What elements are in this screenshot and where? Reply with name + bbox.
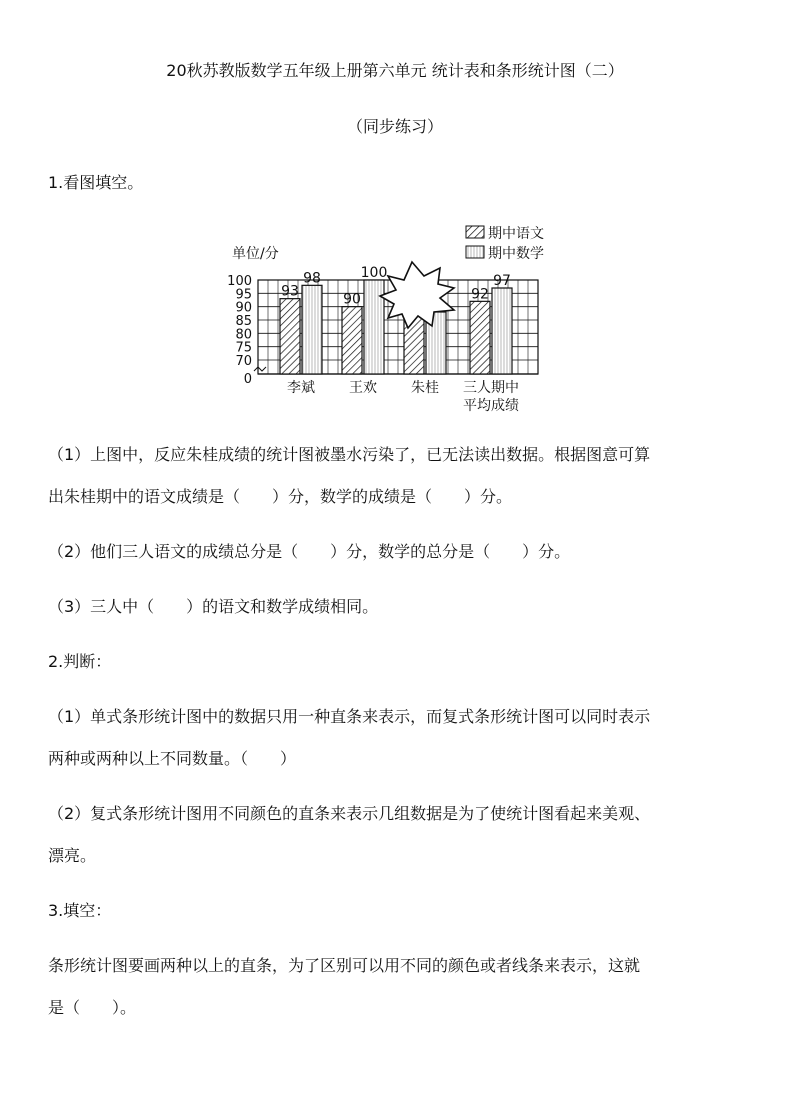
- legend-label: 期中数学: [488, 246, 544, 262]
- bar-value-label: 90: [343, 291, 361, 308]
- bar: [280, 299, 300, 374]
- q2-part1-line1: （1）单式条形统计图中的数据只用一种直条来表示，而复式条形统计图可以同时表示: [48, 707, 651, 726]
- bar: [342, 307, 362, 374]
- bar: [492, 288, 512, 374]
- bar-value-label: 93: [281, 283, 299, 300]
- category-label: 三人期中: [463, 380, 519, 396]
- y-tick-label: 70: [235, 354, 252, 369]
- q1-part1-line2: 出朱桂期中的语文成绩是（ ）分，数学的成绩是（ ）分。: [48, 487, 513, 506]
- bar-value-label: 92: [471, 286, 489, 303]
- category-label: 王欢: [349, 380, 377, 396]
- y-tick-label: 75: [235, 340, 252, 356]
- category-label: 平均成绩: [463, 398, 519, 414]
- q1-part1-line1: （1）上图中，反应朱桂成绩的统计图被墨水污染了，已无法读出数据。根据图意可算: [48, 445, 651, 464]
- q3-heading: 3.填空：: [48, 901, 112, 920]
- y-tick-label: 85: [235, 314, 252, 329]
- y-tick-label: 95: [235, 287, 252, 303]
- y-tick-label: 80: [235, 327, 252, 343]
- page-title: 20秋苏教版数学五年级上册第六单元 统计表和条形统计图（二）: [166, 61, 624, 80]
- q2-part2-line2: 漂亮。: [48, 846, 97, 865]
- legend-label: 期中语文: [488, 226, 544, 242]
- q2-part2-line1: （2）复式条形统计图用不同颜色的直条来表示几组数据是为了使统计图看起来美观、: [48, 804, 651, 823]
- y-tick-label: 100: [227, 274, 252, 289]
- y-tick-label: 0: [243, 372, 252, 387]
- q3-line1: 条形统计图要画两种以上的直条，为了区别可以用不同的颜色或者线条来表示，这就: [48, 956, 641, 975]
- q3-line2: 是（ ）。: [48, 998, 137, 1017]
- q2-part1-line2: 两种或两种以上不同数量。（ ）: [48, 749, 297, 768]
- q1-part2: （2）他们三人语文的成绩总分是（ ）分，数学的总分是（ ）分。: [48, 542, 571, 561]
- legend-swatch: [466, 246, 484, 258]
- q1-heading: 1.看图填空。: [48, 173, 144, 192]
- category-label: 朱桂: [411, 380, 439, 396]
- legend-swatch: [466, 226, 484, 238]
- bar: [364, 280, 384, 374]
- page-subtitle: （同步练习）: [346, 117, 443, 136]
- y-tick-label: 90: [235, 300, 252, 316]
- bar-chart: [218, 218, 563, 418]
- q1-part3: （3）三人中（ ）的语文和数学成绩相同。: [48, 597, 379, 616]
- bar: [302, 285, 322, 374]
- bar-value-label: 98: [303, 270, 321, 287]
- bar: [470, 301, 490, 374]
- q2-heading: 2.判断：: [48, 652, 112, 671]
- category-label: 李斌: [287, 380, 315, 396]
- unit-label: 单位/分: [232, 246, 279, 262]
- bar-value-label: 97: [493, 273, 511, 289]
- bar-value-label: 100: [360, 265, 388, 281]
